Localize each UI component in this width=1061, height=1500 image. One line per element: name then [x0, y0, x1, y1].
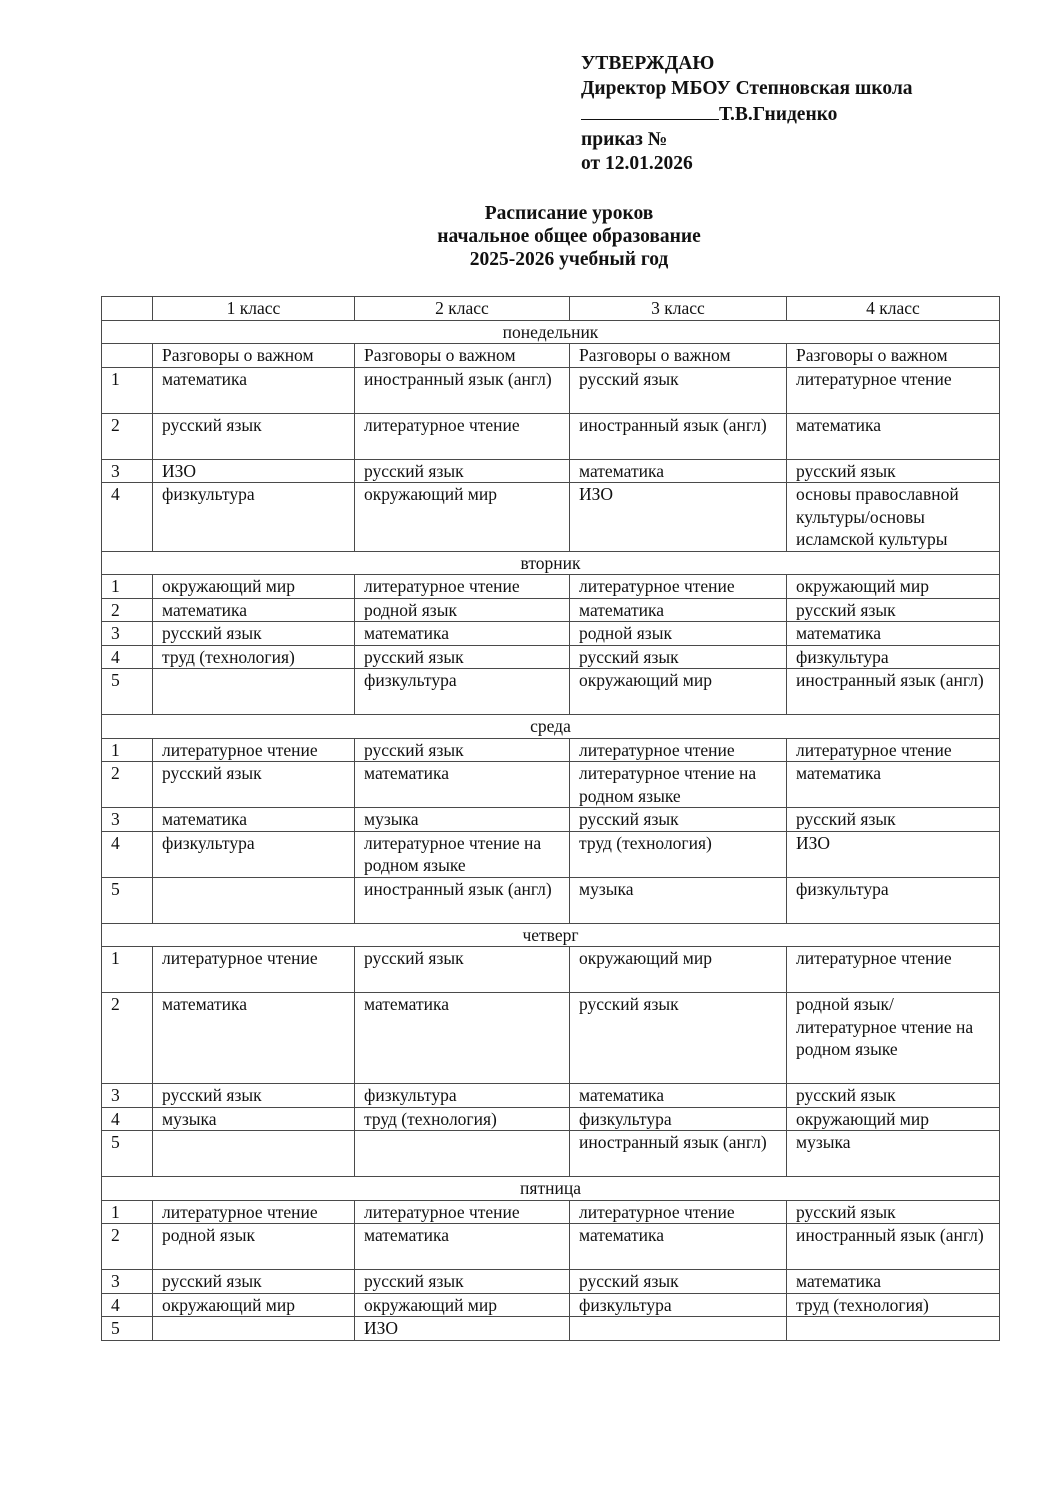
table-row [102, 1293, 1000, 1317]
lesson-cell-class-1: русский язык [153, 622, 355, 646]
lesson-number: 4 [102, 831, 153, 877]
lesson-cell-class-2: окружающий мир [355, 1293, 570, 1317]
lesson-cell-class-1: литературное чтение [153, 947, 355, 993]
lesson-cell-class-3 [570, 1317, 787, 1341]
table-row [102, 1270, 1000, 1294]
table-row [102, 413, 1000, 459]
table-row [102, 947, 1000, 993]
lesson-cell-class-4: литературное чтение [787, 367, 1000, 413]
lesson-cell-class-1 [153, 1317, 355, 1341]
table-row [102, 1084, 1000, 1108]
lesson-cell-class-1: русский язык [153, 762, 355, 808]
lesson-cell-class-4: физкультура [787, 645, 1000, 669]
header-cell-class-1: 1 класс [153, 297, 355, 321]
approval-director: Директор МБОУ Степновская школа [581, 77, 913, 99]
lesson-cell-class-3: окружающий мир [570, 947, 787, 993]
lesson-cell-class-3: труд (технология) [570, 831, 787, 877]
lesson-number: 5 [102, 1317, 153, 1341]
lesson-cell-class-1: физкультура [153, 831, 355, 877]
lesson-number: 2 [102, 762, 153, 808]
header-cell-class-3: 3 класс [570, 297, 787, 321]
table-row [102, 367, 1000, 413]
lesson-cell-class-4: музыка [787, 1131, 1000, 1177]
lesson-cell-class-2: русский язык [355, 1270, 570, 1294]
lesson-cell-class-4: Разговоры о важном [787, 344, 1000, 368]
day-header-row [102, 1177, 1000, 1201]
table-row [102, 1131, 1000, 1177]
lesson-cell-class-1: русский язык [153, 1270, 355, 1294]
lesson-number: 3 [102, 1084, 153, 1108]
signature-name: Т.В.Гниденко [719, 104, 838, 125]
lesson-cell-class-4: русский язык [787, 808, 1000, 832]
lesson-cell-class-4: математика [787, 762, 1000, 808]
lesson-cell-class-2: литературное чтение [355, 575, 570, 599]
lesson-cell-class-3: русский язык [570, 367, 787, 413]
lesson-cell-class-1: музыка [153, 1107, 355, 1131]
document-title [0, 202, 1061, 271]
lesson-cell-class-1: окружающий мир [153, 575, 355, 599]
lesson-cell-class-4: литературное чтение [787, 738, 1000, 762]
day-header-row [102, 320, 1000, 344]
table-row [102, 762, 1000, 808]
lesson-cell-class-3: литературное чтение [570, 575, 787, 599]
lesson-cell-class-2 [355, 1131, 570, 1177]
lesson-cell-class-4: математика [787, 1270, 1000, 1294]
lesson-number: 3 [102, 622, 153, 646]
lesson-cell-class-3: ИЗО [570, 483, 787, 552]
lesson-cell-class-2: родной язык [355, 598, 570, 622]
lesson-number: 5 [102, 669, 153, 715]
lesson-number: 1 [102, 947, 153, 993]
lesson-cell-class-4: литературное чтение [787, 947, 1000, 993]
table-row [102, 738, 1000, 762]
lesson-cell-class-1: литературное чтение [153, 1200, 355, 1224]
table-row [102, 1107, 1000, 1131]
table-row [102, 645, 1000, 669]
lesson-cell-class-4: окружающий мир [787, 575, 1000, 599]
lesson-cell-class-3: музыка [570, 877, 787, 923]
lesson-number: 2 [102, 598, 153, 622]
title-line-2: начальное общее образование [437, 226, 701, 247]
lesson-cell-class-3: русский язык [570, 645, 787, 669]
day-header-row [102, 923, 1000, 947]
lesson-cell-class-4: иностранный язык (англ) [787, 1224, 1000, 1270]
lesson-cell-class-1: математика [153, 598, 355, 622]
lesson-cell-class-1: ИЗО [153, 459, 355, 483]
lesson-cell-class-2: музыка [355, 808, 570, 832]
lesson-number: 3 [102, 459, 153, 483]
lesson-cell-class-3: русский язык [570, 1270, 787, 1294]
lesson-cell-class-2: русский язык [355, 738, 570, 762]
lesson-number: 3 [102, 1270, 153, 1294]
table-row [102, 344, 1000, 368]
lesson-number: 5 [102, 877, 153, 923]
approval-block [581, 52, 913, 177]
title-line-3: 2025-2026 учебный год [469, 249, 669, 270]
table-header-row [102, 297, 1000, 321]
lesson-cell-class-4: русский язык [787, 459, 1000, 483]
schedule-body [102, 297, 1000, 1341]
lesson-cell-class-1: русский язык [153, 413, 355, 459]
lesson-cell-class-1: окружающий мир [153, 1293, 355, 1317]
lesson-cell-class-3: литературное чтение [570, 738, 787, 762]
table-row [102, 459, 1000, 483]
lesson-cell-class-4: труд (технология) [787, 1293, 1000, 1317]
lesson-cell-class-4: родной язык/литературное чтение на родном языке [787, 993, 1000, 1084]
lesson-cell-class-2: Разговоры о важном [355, 344, 570, 368]
day-name: пятница [102, 1177, 1000, 1201]
lesson-cell-class-3: литературное чтение [570, 1200, 787, 1224]
lesson-number: 1 [102, 1200, 153, 1224]
table-row [102, 598, 1000, 622]
lesson-number: 2 [102, 993, 153, 1084]
lesson-number: 1 [102, 738, 153, 762]
lesson-number: 4 [102, 1107, 153, 1131]
lesson-cell-class-2: иностранный язык (англ) [355, 877, 570, 923]
table-row [102, 622, 1000, 646]
lesson-cell-class-2: окружающий мир [355, 483, 570, 552]
approval-order: приказ № [581, 128, 668, 150]
lesson-number: 5 [102, 1131, 153, 1177]
table-row [102, 669, 1000, 715]
lesson-cell-class-2: физкультура [355, 669, 570, 715]
lesson-cell-class-4: основы православной культуры/основы исламской культуры [787, 483, 1000, 552]
lesson-cell-class-3: родной язык [570, 622, 787, 646]
table-row [102, 1317, 1000, 1341]
lesson-cell-class-1: труд (технология) [153, 645, 355, 669]
lesson-cell-class-2: русский язык [355, 459, 570, 483]
lesson-cell-class-4: математика [787, 413, 1000, 459]
table-row [102, 1200, 1000, 1224]
lesson-cell-class-3: физкультура [570, 1107, 787, 1131]
lesson-cell-class-4: русский язык [787, 1084, 1000, 1108]
lesson-cell-class-2: литературное чтение [355, 1200, 570, 1224]
lesson-cell-class-1: физкультура [153, 483, 355, 552]
lesson-cell-class-1: литературное чтение [153, 738, 355, 762]
lesson-cell-class-1: математика [153, 367, 355, 413]
lesson-cell-class-3: математика [570, 459, 787, 483]
table-row [102, 831, 1000, 877]
day-name: вторник [102, 551, 1000, 575]
table-row [102, 993, 1000, 1084]
lesson-cell-class-2: труд (технология) [355, 1107, 570, 1131]
lesson-number: 4 [102, 483, 153, 552]
lesson-cell-class-2: математика [355, 622, 570, 646]
lesson-cell-class-1: Разговоры о важном [153, 344, 355, 368]
lesson-cell-class-3: Разговоры о важном [570, 344, 787, 368]
lesson-number: 1 [102, 367, 153, 413]
lesson-cell-class-1 [153, 877, 355, 923]
day-header-row [102, 551, 1000, 575]
lesson-cell-class-2: литературное чтение [355, 413, 570, 459]
table-row [102, 483, 1000, 552]
lesson-cell-class-3: математика [570, 1224, 787, 1270]
lesson-cell-class-4: русский язык [787, 598, 1000, 622]
schedule-table [101, 296, 1000, 1341]
approval-signature [581, 101, 913, 128]
lesson-number: 4 [102, 645, 153, 669]
signature-line [581, 101, 719, 120]
lesson-cell-class-1: математика [153, 808, 355, 832]
approval-heading: УТВЕРЖДАЮ [581, 53, 715, 74]
lesson-number: 2 [102, 413, 153, 459]
lesson-cell-class-4: ИЗО [787, 831, 1000, 877]
lesson-cell-class-1 [153, 669, 355, 715]
header-cell-class-2: 2 класс [355, 297, 570, 321]
lesson-cell-class-3: русский язык [570, 993, 787, 1084]
lesson-cell-class-2: физкультура [355, 1084, 570, 1108]
lesson-cell-class-1 [153, 1131, 355, 1177]
lesson-cell-class-3: иностранный язык (англ) [570, 1131, 787, 1177]
approval-date: от 12.01.2026 [581, 153, 693, 174]
table-row [102, 575, 1000, 599]
lesson-cell-class-2: русский язык [355, 947, 570, 993]
lesson-cell-class-3: математика [570, 598, 787, 622]
table-row [102, 808, 1000, 832]
lesson-cell-class-4: окружающий мир [787, 1107, 1000, 1131]
header-cell-class-4: 4 класс [787, 297, 1000, 321]
lesson-cell-class-4: математика [787, 622, 1000, 646]
lesson-cell-class-4: иностранный язык (англ) [787, 669, 1000, 715]
header-cell-empty [102, 297, 153, 321]
lesson-cell-class-3: физкультура [570, 1293, 787, 1317]
lesson-cell-class-4: физкультура [787, 877, 1000, 923]
lesson-cell-class-2: математика [355, 993, 570, 1084]
lesson-cell-class-2: литературное чтение на родном языке [355, 831, 570, 877]
day-name: среда [102, 715, 1000, 739]
lesson-number [102, 344, 153, 368]
lesson-cell-class-3: иностранный язык (англ) [570, 413, 787, 459]
lesson-cell-class-2: ИЗО [355, 1317, 570, 1341]
lesson-cell-class-1: родной язык [153, 1224, 355, 1270]
lesson-cell-class-3: окружающий мир [570, 669, 787, 715]
lesson-cell-class-2: иностранный язык (англ) [355, 367, 570, 413]
lesson-number: 3 [102, 808, 153, 832]
lesson-cell-class-4: русский язык [787, 1200, 1000, 1224]
lesson-cell-class-3: литературное чтение на родном языке [570, 762, 787, 808]
lesson-cell-class-1: русский язык [153, 1084, 355, 1108]
lesson-cell-class-1: математика [153, 993, 355, 1084]
day-name: четверг [102, 923, 1000, 947]
lesson-number: 4 [102, 1293, 153, 1317]
day-header-row [102, 715, 1000, 739]
lesson-cell-class-2: математика [355, 762, 570, 808]
lesson-number: 1 [102, 575, 153, 599]
table-row [102, 877, 1000, 923]
lesson-number: 2 [102, 1224, 153, 1270]
title-line-1: Расписание уроков [484, 203, 654, 224]
lesson-cell-class-2: математика [355, 1224, 570, 1270]
lesson-cell-class-3: математика [570, 1084, 787, 1108]
lesson-cell-class-3: русский язык [570, 808, 787, 832]
table-row [102, 1224, 1000, 1270]
lesson-cell-class-2: русский язык [355, 645, 570, 669]
day-name: понедельник [102, 320, 1000, 344]
lesson-cell-class-4 [787, 1317, 1000, 1341]
